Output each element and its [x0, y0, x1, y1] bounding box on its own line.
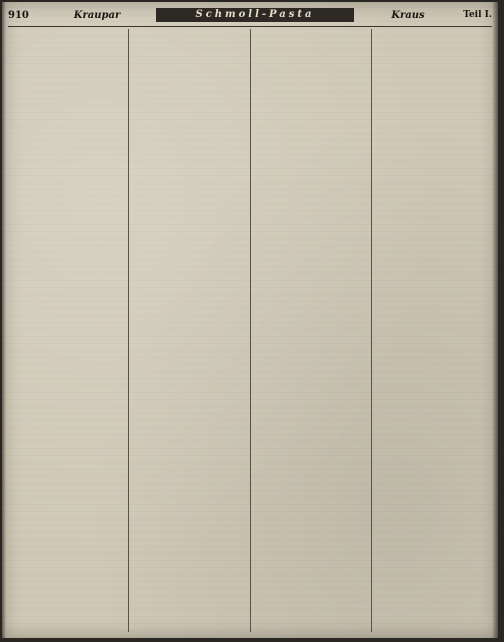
- column-3: [250, 29, 371, 632]
- entry-columns: [8, 29, 492, 632]
- scan-shadow-left: [2, 2, 6, 638]
- page-header: [8, 6, 492, 24]
- header-rule: [8, 26, 492, 27]
- column-4: [371, 29, 492, 632]
- part-label: Teil I.: [463, 10, 492, 20]
- column-2: [128, 29, 249, 632]
- directory-title: Schmoll-Pasta: [156, 8, 354, 22]
- column-1: [8, 29, 128, 632]
- page-number: 910: [8, 9, 29, 21]
- scan-shadow-right: [492, 2, 498, 638]
- running-head-left: Kraupar: [73, 9, 121, 21]
- directory-page: [2, 2, 498, 638]
- running-head-right: Kraus: [391, 9, 425, 21]
